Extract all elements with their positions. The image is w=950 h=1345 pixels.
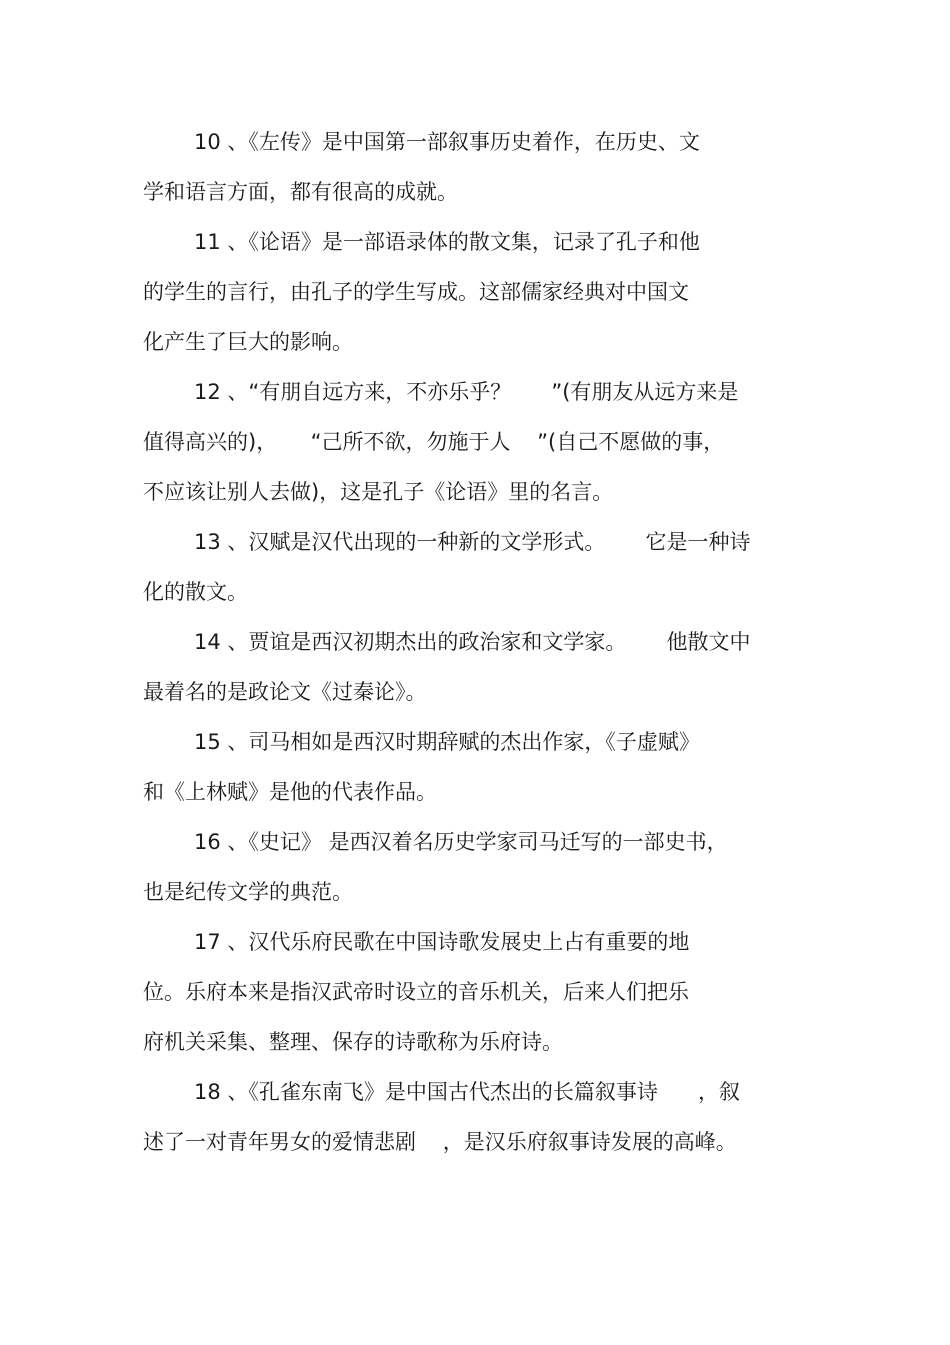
text-line: 15 、司马相如是西汉时期辞赋的杰出作家，《子虚赋》 <box>194 730 700 754</box>
text-line: 最着名的是政论文《过秦论》。 <box>143 680 427 704</box>
text-line: 化产生了巨大的影响。 <box>143 330 353 354</box>
text-line: 14 、贾谊是西汉初期杰出的政治家和文学家。 他散文中 <box>194 630 751 654</box>
text-line: 学和语言方面，都有很高的成就。 <box>143 180 458 204</box>
text-line: 位。乐府本来是指汉武帝时设立的音乐机关，后来人们把乐 <box>143 980 689 1004</box>
text-line: 和《上林赋》是他的代表作品。 <box>143 780 437 804</box>
text-line: 17 、汉代乐府民歌在中国诗歌发展史上占有重要的地 <box>194 930 690 954</box>
text-line: 不应该让别人去做)，这是孔子《论语》里的名言。 <box>143 480 614 504</box>
text-line: 的学生的言行，由孔子的学生写成。这部儒家经典对中国文 <box>143 280 689 304</box>
text-line: 16 、《史记》 是西汉着名历史学家司马迁写的一部史书， <box>194 830 728 854</box>
text-line: 12 、“有朋自远方来，不亦乐乎？ ”(有朋友从远方来是 <box>194 380 739 404</box>
text-line: 述了一对青年男女的爱情悲剧 ，是汉乐府叙事诗发展的高峰。 <box>143 1130 737 1154</box>
text-line: 18 、《孔雀东南飞》是中国古代杰出的长篇叙事诗 ，叙 <box>194 1080 740 1104</box>
text-line: 13 、汉赋是汉代出现的一种新的文学形式。 它是一种诗 <box>194 530 751 554</box>
text-line: 值得高兴的)， “己所不欲，勿施于人 ”(自己不愿做的事， <box>143 430 725 454</box>
text-line: 也是纪传文学的典范。 <box>143 880 353 904</box>
text-line: 11 、《论语》是一部语录体的散文集，记录了孔子和他 <box>194 230 700 254</box>
text-line: 化的散文。 <box>143 580 248 604</box>
text-line: 10 、《左传》是中国第一部叙事历史着作，在历史、文 <box>194 130 700 154</box>
text-line: 府机关采集、整理、保存的诗歌称为乐府诗。 <box>143 1030 563 1054</box>
